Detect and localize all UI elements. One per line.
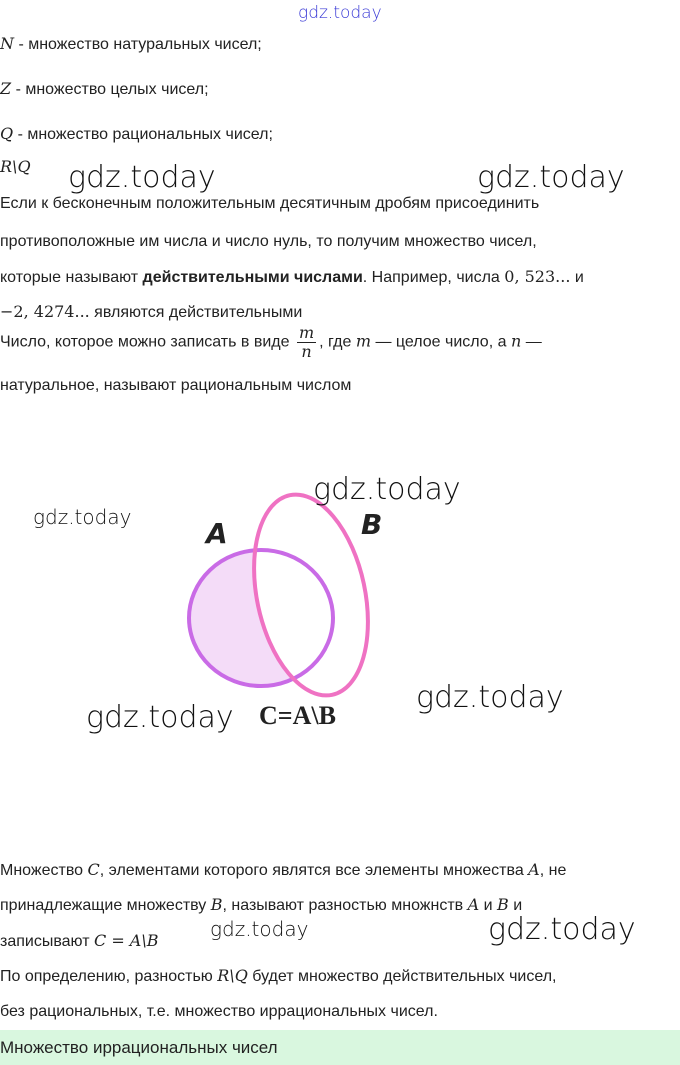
- text-fragment: и: [570, 269, 584, 286]
- paragraph1-line4: [0, 302, 302, 322]
- definition-natural-text: - множество натуральных чисел;: [14, 36, 262, 53]
- symbol-r-minus-q: R\Q: [0, 157, 31, 176]
- definition-integer-text: - множество целых чисел;: [11, 81, 209, 98]
- text-fragment: По определению, разностью: [0, 968, 218, 985]
- text-fragment: и: [479, 897, 497, 914]
- definition-natural: [0, 34, 262, 54]
- symbol-a: A: [528, 860, 540, 879]
- symbol-q: Q: [0, 124, 14, 143]
- example-number-1: 0, 523...: [504, 267, 571, 286]
- paragraph4-line2: без рациональных, т.е. множество иррациональных чисел.: [0, 1003, 438, 1020]
- watermark: gdz.today: [416, 680, 564, 715]
- text-fragment: — целое число, а: [371, 333, 511, 351]
- example-number-2: −2, 4274...: [0, 302, 90, 321]
- definition-rational-text: - множество рациональных чисел;: [13, 126, 273, 143]
- text-fragment: являются действительными: [89, 304, 303, 321]
- text-fragment: , элементами которого являтся все элементы множества: [99, 862, 529, 879]
- text-fragment: записывают: [0, 933, 94, 950]
- symbol-m: m: [355, 331, 372, 351]
- section-heading-irrational: [0, 1030, 680, 1065]
- watermark: gdz.today: [68, 160, 216, 195]
- text-fragment: —: [521, 333, 542, 351]
- symbol-c: C: [87, 860, 100, 879]
- text-fragment: будет множество действительных чисел,: [247, 968, 557, 985]
- fraction-m-over-n: [297, 325, 316, 360]
- symbol-b: B: [497, 895, 509, 914]
- paragraph1-line3: [0, 267, 584, 287]
- text-fragment: принадлежащие множеству: [0, 897, 211, 914]
- term-real-numbers: действительными числами: [142, 269, 363, 286]
- paragraph2-line1: [0, 325, 542, 360]
- paragraph3-line3: [0, 931, 159, 951]
- symbol-r-minus-q: R\Q: [217, 966, 248, 985]
- text-fragment: . Например, числа: [362, 269, 505, 286]
- symbol-n: N: [0, 34, 14, 53]
- watermark: gdz.today: [488, 912, 636, 947]
- text-fragment: , называют разностью множнств: [222, 897, 468, 914]
- fraction-numerator: m: [298, 323, 315, 342]
- text-fragment: , где: [319, 333, 356, 351]
- paragraph3-line1: [0, 860, 566, 880]
- watermark: gdz.today: [33, 505, 132, 529]
- watermark: gdz.today: [210, 917, 309, 941]
- paragraph1-line2: противоположные им числа и число нуль, то получим множество чисел,: [0, 233, 537, 250]
- definition-integer: [0, 79, 209, 99]
- paragraph4-line1: [0, 966, 557, 986]
- symbol-n: n: [510, 331, 522, 351]
- text-fragment: которые называют: [0, 269, 143, 286]
- formula-c-equals-a-minus-b: C=A\B: [259, 701, 336, 730]
- label-set-b: B: [361, 508, 383, 541]
- label-set-a: A: [206, 517, 228, 550]
- text-fragment: и: [508, 897, 523, 914]
- symbol-b: B: [210, 895, 223, 914]
- watermark-top: gdz.today: [298, 3, 382, 23]
- formula-c-equals-a-minus-b-inline: C = A\B: [93, 931, 159, 950]
- paragraph2-line2: натуральное, называют рациональным числом: [0, 377, 352, 394]
- section-heading-text: Множество иррациональных чисел: [0, 1038, 278, 1057]
- fraction-denominator: n: [301, 342, 312, 361]
- watermark: gdz.today: [313, 472, 461, 507]
- text-fragment: Число, которое можно записать в виде: [0, 333, 294, 351]
- symbol-a: A: [467, 895, 480, 914]
- definition-rational: [0, 124, 273, 144]
- text-fragment: , не: [539, 862, 567, 879]
- symbol-z: Z: [0, 79, 12, 98]
- watermark: gdz.today: [86, 700, 234, 735]
- watermark: gdz.today: [477, 160, 625, 195]
- paragraph3-line2: [0, 895, 522, 915]
- paragraph1-line1: Если к бесконечным положительным десятичным дробям присоединить: [0, 195, 540, 212]
- text-fragment: Множество: [0, 862, 88, 879]
